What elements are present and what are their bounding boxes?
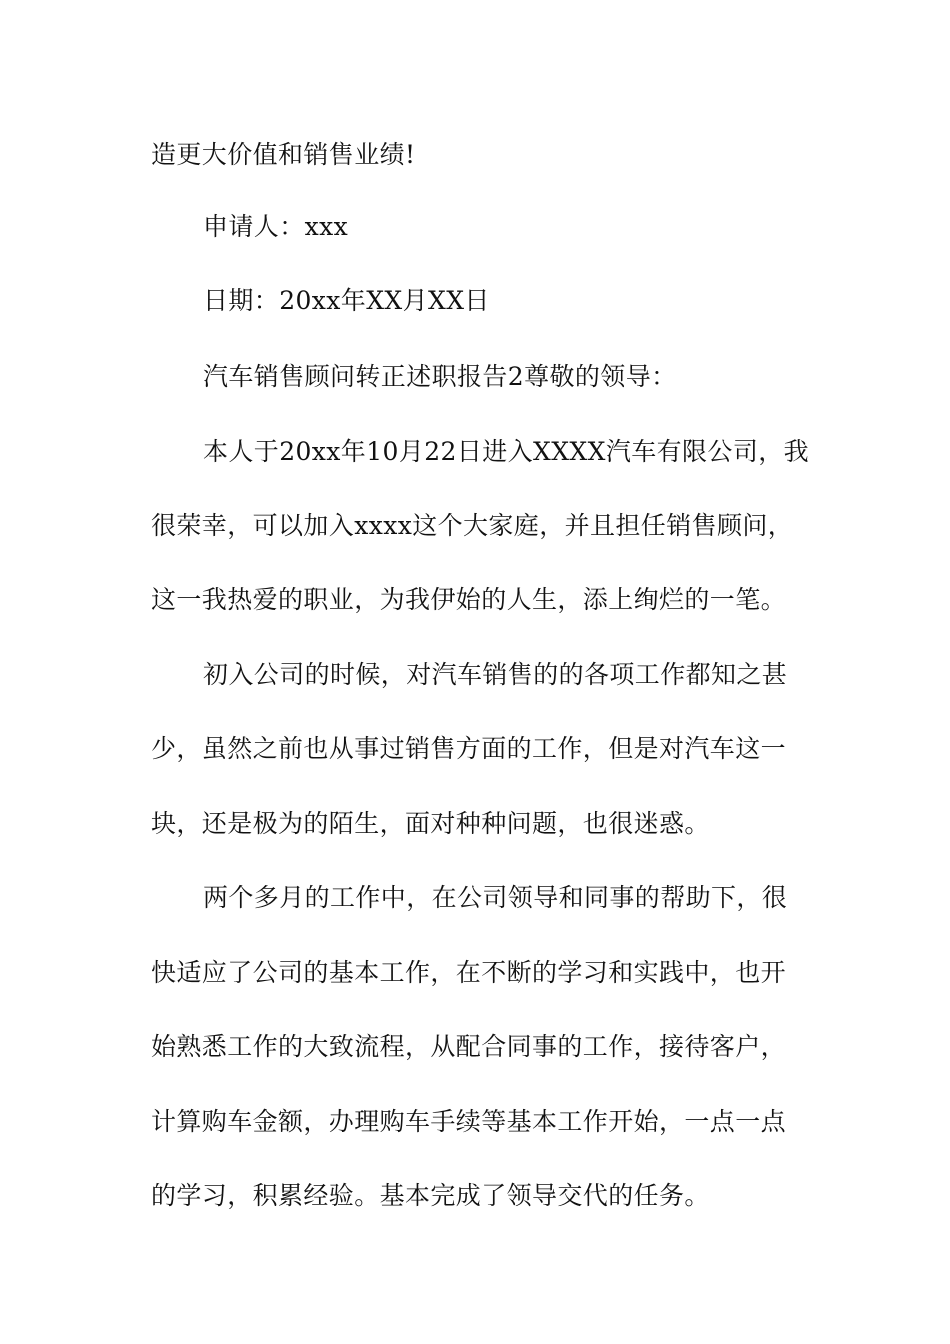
paragraph-line: 初入公司的时候，对汽车销售的的各项工作都知之甚 — [203, 660, 788, 689]
paragraph-line: 计算购车金额，办理购车手续等基本工作开始，一点一点 — [151, 1107, 787, 1136]
paragraph-line: 少，虽然之前也从事过销售方面的工作，但是对汽车这一 — [151, 734, 787, 763]
report-heading-line: 汽车销售顾问转正述职报告2尊敬的领导： — [203, 362, 677, 391]
paragraph-line: 本人于20xx年10月22日进入XXXX汽车有限公司，我 — [203, 437, 810, 466]
applicant-line: 申请人：xxx — [203, 212, 349, 241]
paragraph-line: 块，还是极为的陌生，面对种种问题，也很迷惑。 — [151, 809, 710, 838]
paragraph-line: 两个多月的工作中，在公司领导和同事的帮助下，很 — [203, 883, 788, 912]
paragraph-line: 始熟悉工作的大致流程，从配合同事的工作，接待客户， — [151, 1032, 787, 1061]
paragraph-line: 的学习，积累经验。基本完成了领导交代的任务。 — [151, 1181, 710, 1210]
text-line: 造更大价值和销售业绩! — [151, 140, 416, 169]
paragraph-line: 很荣幸，可以加入xxxx这个大家庭，并且担任销售顾问， — [151, 511, 794, 540]
date-line: 日期：20xx年XX月XX日 — [203, 286, 490, 315]
paragraph-line: 快适应了公司的基本工作，在不断的学习和实践中，也开 — [151, 958, 787, 987]
paragraph-line: 这一我热爱的职业，为我伊始的人生，添上绚烂的一笔。 — [151, 585, 787, 614]
